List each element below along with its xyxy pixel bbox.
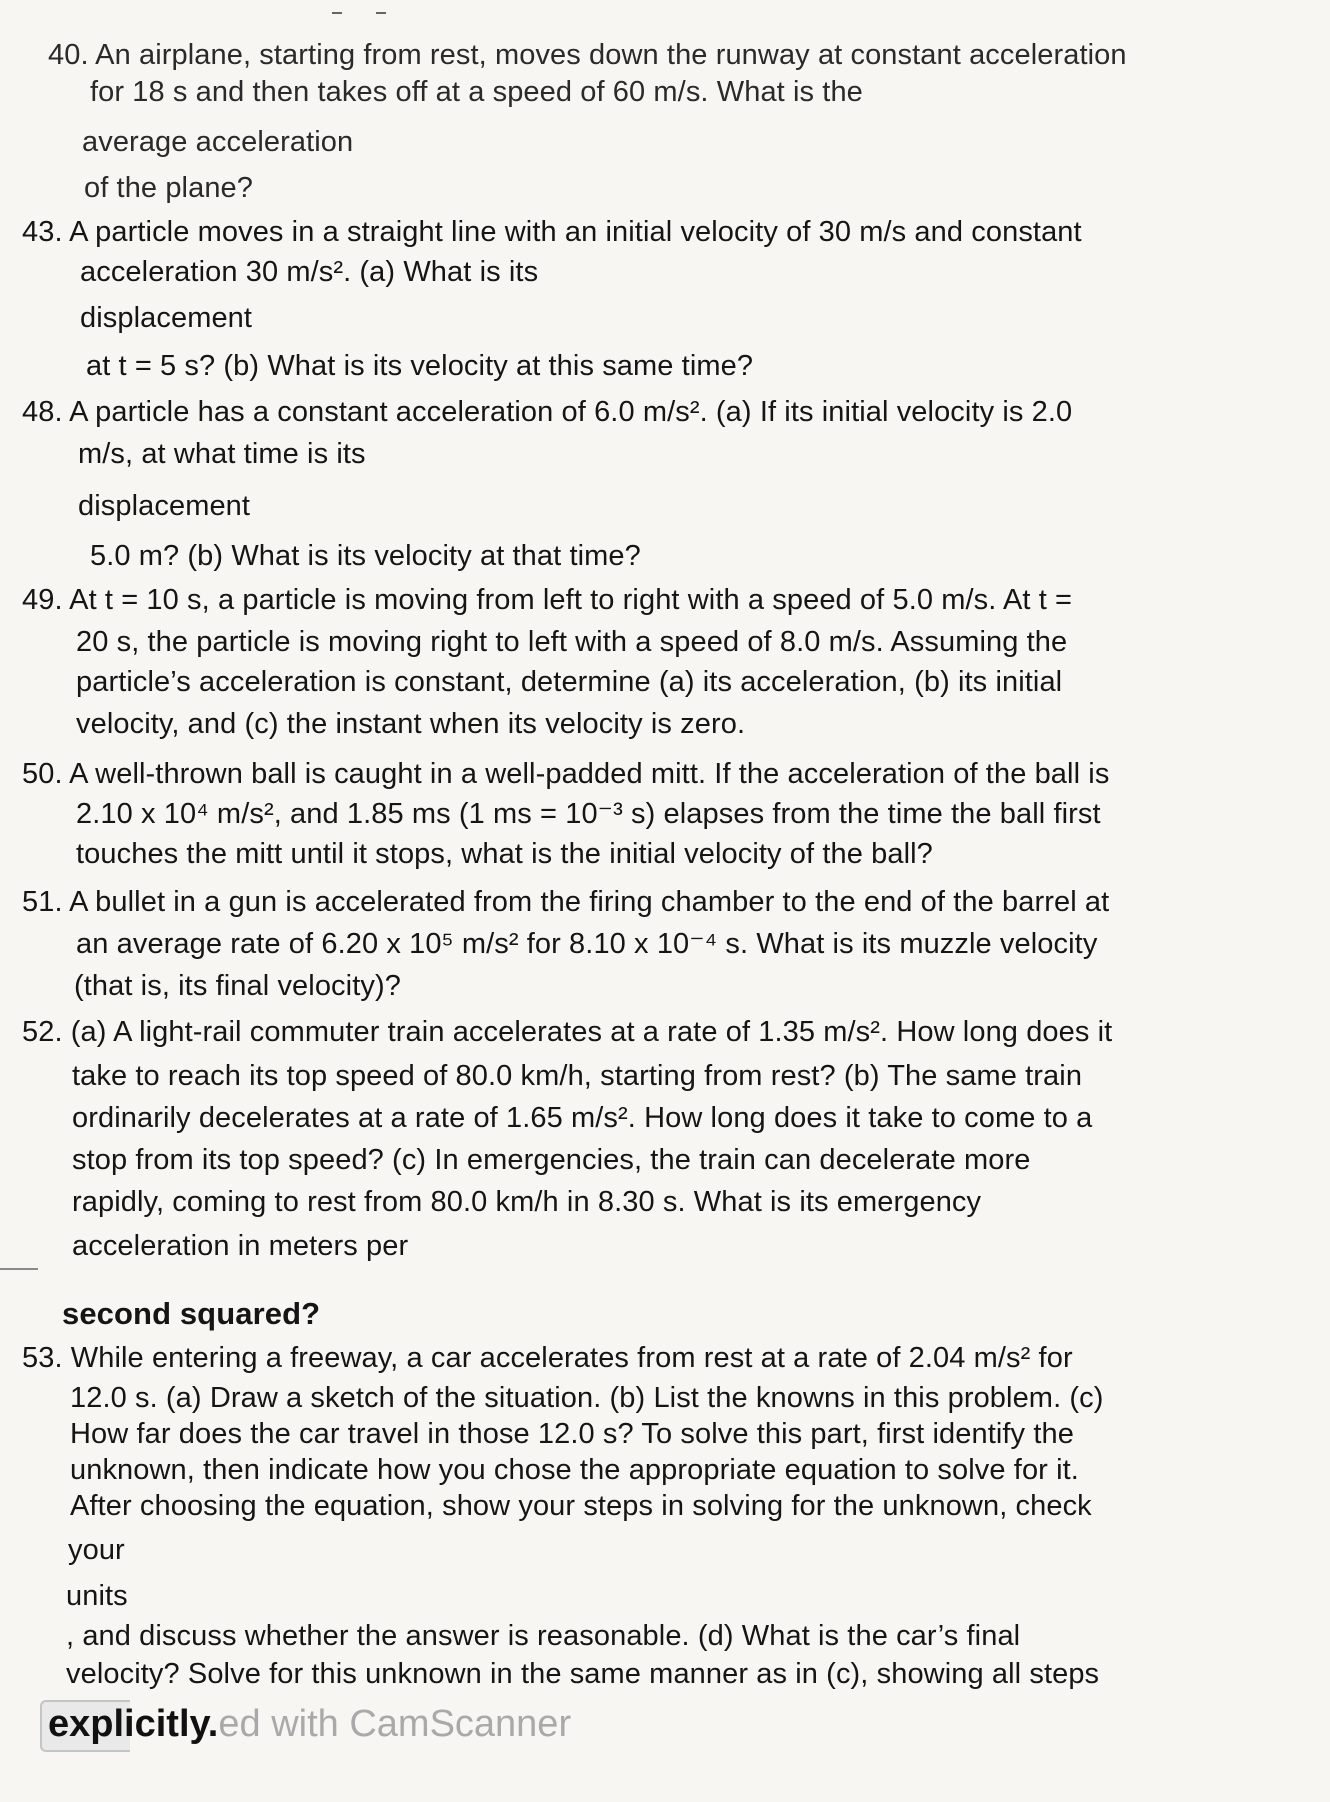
problem-50-line-2: 2.10 x 10⁴ m/s², and 1.85 ms (1 ms = 10⁻³ s) elapses from the time the ball first (76, 798, 1101, 830)
problem-51-line-3: (that is, its final velocity)? (74, 970, 401, 1002)
problem-50-line-1: 50. A well-thrown ball is caught in a well-padded mitt. If the acceleration of the ball is (22, 758, 1110, 790)
problem-53-line-6: your (68, 1534, 125, 1566)
scan-edge-artifact (0, 1268, 38, 1270)
problem-40-line-3: average acceleration (82, 126, 354, 158)
problem-52-line-3: ordinarily decelerates at a rate of 1.65 m/s². How long does it take to come to a (72, 1102, 1093, 1134)
problem-40-line-2: for 18 s and then takes off at a speed of 60 m/s. What is the (90, 76, 863, 108)
problem-51-line-2: an average rate of 6.20 x 10⁵ m/s² for 8.10 x 10⁻⁴ s. What is its muzzle velocity (76, 928, 1098, 960)
problem-43-line-4: at t = 5 s? (b) What is its velocity at this same time? (86, 350, 754, 382)
problem-40-line-4: of the plane? (84, 172, 253, 204)
problem-53-line-4: unknown, then indicate how you chose the appropriate equation to solve for it. (70, 1454, 1079, 1486)
problem-49-line-3: particle’s acceleration is constant, determine (a) its acceleration, (b) its initial (76, 666, 1063, 698)
problem-48-line-3: displacement (78, 490, 251, 522)
problem-49-line-1: 49. At t = 10 s, a particle is moving from left to right with a speed of 5.0 m/s. At t = (22, 584, 1073, 616)
problem-48-line-2: m/s, at what time is its (78, 438, 366, 470)
problem-52-line-2: take to reach its top speed of 80.0 km/h, starting from rest? (b) The same train (72, 1060, 1083, 1092)
problem-43-line-3: displacement (80, 302, 253, 334)
problem-53-line-2: 12.0 s. (a) Draw a sketch of the situation. (b) List the knowns in this problem. (c) (70, 1382, 1104, 1414)
problem-48-line-1: 48. A particle has a constant acceleration of 6.0 m/s². (a) If its initial velocity is 2.0 (22, 396, 1073, 428)
scan-artifact (332, 12, 342, 14)
problem-43-line-2: acceleration 30 m/s². (a) What is its (80, 256, 539, 288)
problem-53-line-3: How far does the car travel in those 12.0 s? To solve this part, first identify the (70, 1418, 1074, 1450)
scan-artifact (376, 12, 386, 14)
problem-49-line-4: velocity, and (c) the instant when its velocity is zero. (76, 708, 746, 740)
problem-51-line-1: 51. A bullet in a gun is accelerated from the firing chamber to the end of the barrel at (22, 886, 1110, 918)
problem-53-line-5: After choosing the equation, show your steps in solving for the unknown, check (70, 1490, 1092, 1522)
problem-49-line-2: 20 s, the particle is moving right to left with a speed of 8.0 m/s. Assuming the (76, 626, 1068, 658)
problem-40-line-1: 40. An airplane, starting from rest, moves down the runway at constant acceleration (48, 39, 1127, 71)
footer (48, 1702, 571, 1746)
problem-52-line-1: 52. (a) A light-rail commuter train accelerates at a rate of 1.35 m/s². How long does it (22, 1016, 1113, 1048)
problem-52-line-5: rapidly, coming to rest from 80.0 km/h in 8.30 s. What is its emergency (72, 1186, 982, 1218)
problem-53-line-9: velocity? Solve for this unknown in the same manner as in (c), showing all steps (66, 1658, 1100, 1690)
camscanner-watermark: ed with CamScanner (218, 1703, 572, 1745)
problem-52-line-7: second squared? (62, 1296, 321, 1331)
problem-43-line-1: 43. A particle moves in a straight line with an initial velocity of 30 m/s and constant (22, 216, 1082, 248)
problem-52-line-6: acceleration in meters per (72, 1230, 409, 1262)
problem-48-line-4: 5.0 m? (b) What is its velocity at that time? (90, 540, 641, 572)
problem-53-line-7: units (66, 1580, 128, 1612)
problem-52-line-4: stop from its top speed? (c) In emergencies, the train can decelerate more (72, 1144, 1031, 1176)
problem-50-line-3: touches the mitt until it stops, what is the initial velocity of the ball? (76, 838, 933, 870)
problem-53-line-8: , and discuss whether the answer is reasonable. (d) What is the car’s final (66, 1620, 1021, 1652)
problem-53-line-1: 53. While entering a freeway, a car accelerates from rest at a rate of 2.04 m/s² for (22, 1342, 1073, 1374)
footer-bold-word: explicitly. (48, 1703, 219, 1745)
